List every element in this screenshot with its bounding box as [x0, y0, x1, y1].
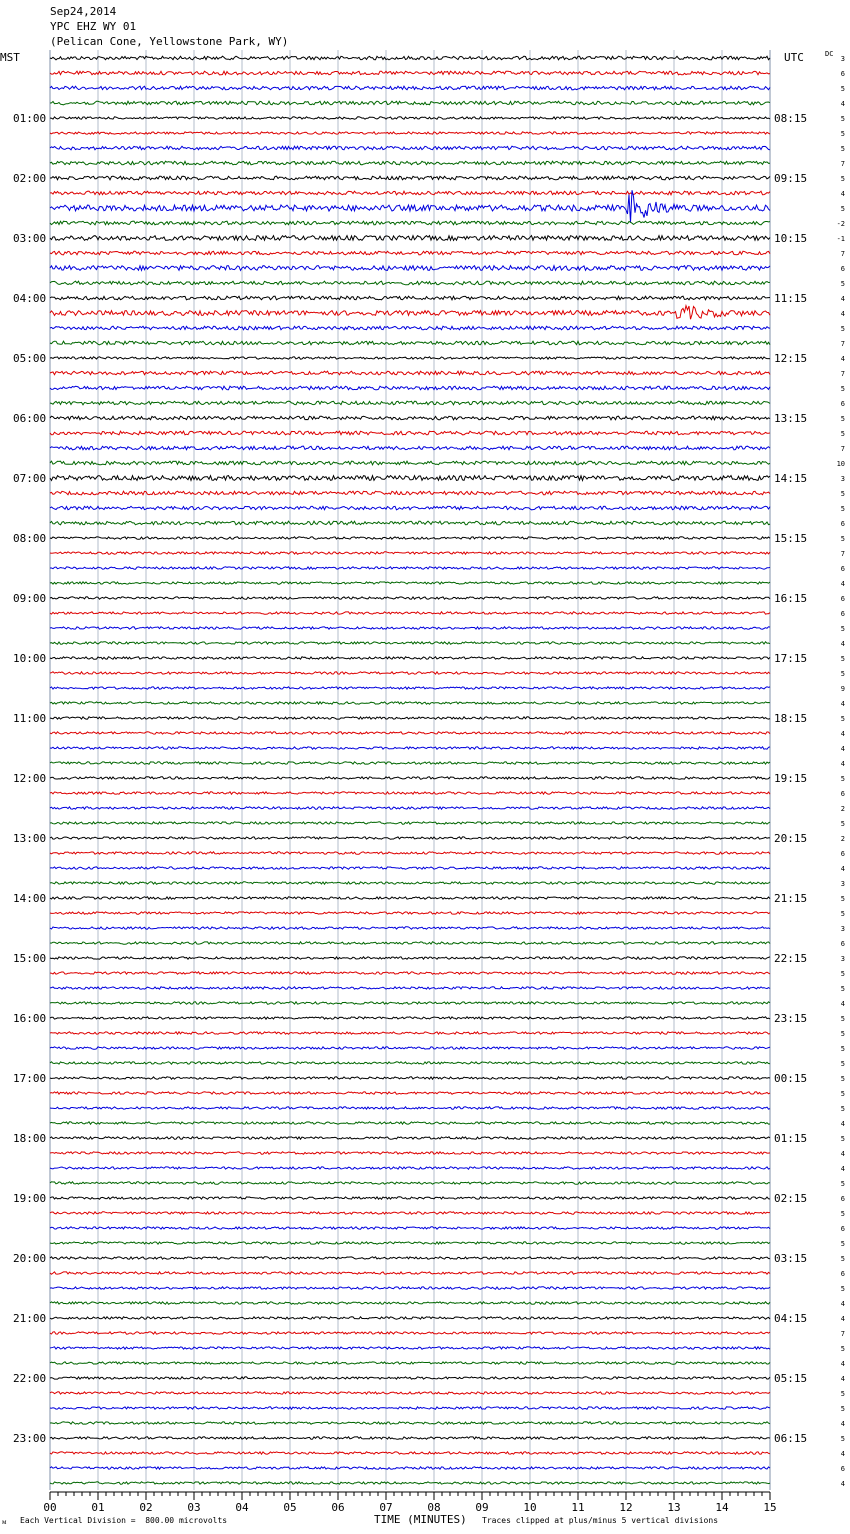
right-hour-label: 02:15	[774, 1192, 808, 1205]
dc-offset-label: 6	[840, 1225, 845, 1233]
x-tick-label: 01	[91, 1501, 105, 1514]
dc-offset-label: 7	[840, 340, 845, 348]
trace-2	[50, 86, 770, 90]
trace-45	[50, 732, 770, 734]
left-hour-label: 12:00	[13, 772, 47, 785]
dc-offset-label: 10	[836, 460, 845, 468]
trace-72	[50, 1137, 770, 1139]
right-hour-label: 19:15	[774, 772, 808, 785]
trace-group	[50, 56, 770, 1484]
trace-38	[50, 627, 770, 629]
trace-94	[50, 1467, 770, 1469]
trace-51	[50, 822, 770, 824]
trace-4	[50, 117, 770, 119]
dc-offset-label: 6	[840, 565, 845, 573]
trace-86	[50, 1347, 770, 1349]
trace-71	[50, 1122, 770, 1124]
trace-33	[50, 552, 770, 554]
trace-54	[50, 867, 770, 869]
dc-offset-label: 5	[840, 415, 845, 423]
x-tick-label: 06	[331, 1501, 345, 1514]
trace-17	[50, 306, 770, 320]
trace-68	[50, 1077, 770, 1079]
dc-offset-label: 5	[840, 1405, 845, 1413]
left-hour-label: 11:00	[13, 712, 47, 725]
dc-offset-label: 5	[840, 325, 845, 333]
trace-28	[50, 476, 770, 481]
dc-offset-label: 5	[840, 1240, 845, 1248]
dc-offset-label: 5	[840, 505, 845, 513]
trace-49	[50, 792, 770, 794]
left-hour-label: 01:00	[13, 112, 47, 125]
dc-offset-label: 3	[840, 475, 845, 483]
trace-43	[50, 702, 770, 704]
dc-offset-labels	[837, 55, 845, 1488]
dc-offset-label: 5	[840, 430, 845, 438]
dc-offset-label: 4	[840, 295, 845, 303]
dc-offset-label: 5	[840, 1060, 845, 1068]
dc-offset-label: 6	[840, 940, 845, 948]
x-tick-label: 02	[139, 1501, 153, 1514]
dc-offset-label: 5	[840, 85, 845, 93]
dc-offset-label: 4	[840, 745, 845, 753]
left-hour-label: 06:00	[13, 412, 47, 425]
trace-15	[50, 281, 770, 285]
right-hour-label: 22:15	[774, 952, 808, 965]
dc-offset-label: 5	[840, 145, 845, 153]
trace-35	[50, 582, 770, 584]
trace-26	[50, 446, 770, 450]
dc-offset-label: 4	[840, 1420, 845, 1428]
trace-36	[50, 597, 770, 599]
trace-8	[50, 176, 770, 180]
trace-78	[50, 1227, 770, 1229]
right-hour-label: 09:15	[774, 172, 808, 185]
trace-75	[50, 1182, 770, 1184]
dc-offset-label: 2	[840, 805, 845, 813]
left-hour-label: 22:00	[13, 1372, 47, 1385]
x-tick-label: 04	[235, 1501, 249, 1514]
x-tick-label: 12	[619, 1501, 633, 1514]
left-hour-label: 02:00	[13, 172, 47, 185]
dc-offset-label: 6	[840, 400, 845, 408]
dc-offset-label: 6	[840, 850, 845, 858]
trace-18	[50, 326, 770, 330]
left-hour-label: 17:00	[13, 1072, 47, 1085]
trace-14	[50, 266, 770, 271]
dc-offset-label: 5	[840, 175, 845, 183]
right-hour-label: 15:15	[774, 532, 808, 545]
dc-offset-label: 2	[840, 835, 845, 843]
trace-32	[50, 537, 770, 539]
dc-offset-label: 6	[840, 1465, 845, 1473]
trace-63	[50, 1002, 770, 1004]
trace-19	[50, 341, 770, 345]
right-hour-label: 12:15	[774, 352, 808, 365]
dc-offset-label: 5	[840, 1255, 845, 1263]
dc-offset-label: 5	[840, 130, 845, 138]
trace-79	[50, 1242, 770, 1244]
trace-77	[50, 1212, 770, 1214]
x-tick-label: 03	[187, 1501, 201, 1514]
x-tick-label: 05	[283, 1501, 297, 1514]
left-hour-label: 20:00	[13, 1252, 47, 1265]
trace-1	[50, 71, 770, 75]
left-hour-label: 21:00	[13, 1312, 47, 1325]
dc-offset-label: 4	[840, 640, 845, 648]
dc-offset-label: 7	[840, 445, 845, 453]
right-timezone-label: UTC	[784, 51, 804, 64]
dc-offset-label: 5	[840, 1105, 845, 1113]
trace-91	[50, 1422, 770, 1424]
dc-offset-label: 4	[840, 580, 845, 588]
dc-offset-label: 5	[840, 775, 845, 783]
x-tick-label: 08	[427, 1501, 441, 1514]
trace-85	[50, 1332, 770, 1334]
header-station: YPC EHZ WY 01	[50, 20, 137, 33]
left-hour-label: 03:00	[13, 232, 47, 245]
dc-offset-label: 5	[840, 205, 845, 213]
dc-offset-label: 5	[840, 280, 845, 288]
trace-10	[50, 190, 770, 222]
trace-11	[50, 221, 770, 225]
left-hour-label: 07:00	[13, 472, 47, 485]
dc-offset-label: 5	[840, 1045, 845, 1053]
right-hour-label: 00:15	[774, 1072, 808, 1085]
trace-0	[50, 56, 770, 60]
dc-offset-label: 5	[840, 820, 845, 828]
dc-offset-label: 5	[840, 1390, 845, 1398]
trace-95	[50, 1482, 770, 1484]
trace-7	[50, 161, 770, 165]
trace-31	[50, 521, 770, 525]
trace-22	[50, 386, 770, 390]
dc-offset-label: 3	[840, 955, 845, 963]
dc-offset-label: 5	[840, 490, 845, 498]
dc-offset-label: 7	[840, 370, 845, 378]
dc-offset-label: 5	[840, 1210, 845, 1218]
dc-offset-label: 5	[840, 910, 845, 918]
x-tick-label: 00	[43, 1501, 57, 1514]
x-tick-label: 10	[523, 1501, 537, 1514]
left-timezone-label: MST	[0, 51, 20, 64]
dc-offset-label: 5	[840, 655, 845, 663]
trace-74	[50, 1167, 770, 1169]
dc-offset-label: 6	[840, 520, 845, 528]
dc-offset-label: 5	[840, 625, 845, 633]
right-hour-label: 06:15	[774, 1432, 808, 1445]
left-hour-labels	[13, 112, 46, 1445]
trace-69	[50, 1092, 770, 1094]
dc-offset-label: 5	[840, 895, 845, 903]
dc-offset-label: 4	[840, 1360, 845, 1368]
dc-offset-label: 5	[840, 1090, 845, 1098]
right-hour-label: 13:15	[774, 412, 808, 425]
trace-59	[50, 942, 770, 944]
dc-offset-label: 5	[840, 385, 845, 393]
dc-offset-label: 3	[840, 55, 845, 63]
left-hour-label: 15:00	[13, 952, 47, 965]
trace-47	[50, 762, 770, 764]
dc-offset-label: 7	[840, 160, 845, 168]
trace-5	[50, 132, 770, 134]
right-hour-label: 11:15	[774, 292, 808, 305]
trace-82	[50, 1287, 770, 1289]
trace-50	[50, 807, 770, 809]
trace-93	[50, 1452, 770, 1454]
left-hour-label: 08:00	[13, 532, 47, 545]
left-hour-label: 13:00	[13, 832, 47, 845]
dc-offset-label: 7	[840, 1330, 845, 1338]
right-hour-label: 21:15	[774, 892, 808, 905]
dc-offset-label: 4	[840, 1000, 845, 1008]
x-tick-label: 09	[475, 1501, 489, 1514]
trace-30	[50, 506, 770, 510]
dc-offset-label: 6	[840, 595, 845, 603]
dc-offset-label: 6	[840, 610, 845, 618]
trace-84	[50, 1317, 770, 1319]
dc-offset-label: 6	[840, 790, 845, 798]
trace-60	[50, 957, 770, 959]
dc-offset-label: 4	[840, 700, 845, 708]
trace-80	[50, 1257, 770, 1259]
left-hour-label: 05:00	[13, 352, 47, 365]
left-hour-label: 14:00	[13, 892, 47, 905]
right-hour-label: 14:15	[774, 472, 808, 485]
dc-header-label: DC	[825, 50, 834, 58]
trace-81	[50, 1272, 770, 1274]
trace-24	[50, 416, 770, 420]
dc-offset-label: 4	[840, 1450, 845, 1458]
right-hour-label: 05:15	[774, 1372, 808, 1385]
dc-offset-label: 4	[840, 355, 845, 363]
trace-3	[50, 101, 770, 105]
dc-offset-label: 5	[840, 1030, 845, 1038]
right-hour-label: 17:15	[774, 652, 808, 665]
dc-offset-label: -2	[836, 220, 845, 228]
trace-73	[50, 1152, 770, 1154]
dc-offset-label: 6	[840, 1195, 845, 1203]
trace-12	[50, 236, 770, 241]
dc-offset-label: 6	[840, 1270, 845, 1278]
trace-6	[50, 146, 770, 150]
right-hour-label: 18:15	[774, 712, 808, 725]
trace-27	[50, 461, 770, 465]
dc-offset-label: 4	[840, 190, 845, 198]
x-axis	[43, 1492, 776, 1514]
right-hour-label: 04:15	[774, 1312, 808, 1325]
dc-offset-label: 5	[840, 535, 845, 543]
trace-67	[50, 1062, 770, 1064]
dc-offset-label: 4	[840, 865, 845, 873]
dc-offset-label: 3	[840, 880, 845, 888]
trace-53	[50, 852, 770, 854]
dc-offset-label: 5	[840, 1435, 845, 1443]
trace-57	[50, 912, 770, 914]
trace-20	[50, 357, 770, 359]
left-hour-label: 09:00	[13, 592, 47, 605]
trace-23	[50, 401, 770, 405]
trace-90	[50, 1407, 770, 1409]
dc-offset-label: -1	[836, 235, 845, 243]
x-tick-label: 14	[715, 1501, 729, 1514]
trace-40	[50, 657, 770, 659]
trace-41	[50, 672, 770, 674]
dc-offset-label: 4	[840, 1150, 845, 1158]
left-hour-label: 23:00	[13, 1432, 47, 1445]
trace-58	[50, 927, 770, 929]
right-hour-label: 23:15	[774, 1012, 808, 1025]
trace-76	[50, 1197, 770, 1199]
dc-offset-label: 4	[840, 310, 845, 318]
dc-offset-label: 5	[840, 1015, 845, 1023]
scale-note: Each Vertical Division = 800.00 microvolts	[20, 1516, 228, 1525]
left-hour-label: 16:00	[13, 1012, 47, 1025]
dc-offset-label: 5	[840, 715, 845, 723]
dc-offset-label: 5	[840, 1180, 845, 1188]
dc-offset-label: 4	[840, 760, 845, 768]
left-hour-label: 10:00	[13, 652, 47, 665]
trace-92	[50, 1437, 770, 1439]
dc-offset-label: 5	[840, 970, 845, 978]
right-hour-label: 10:15	[774, 232, 808, 245]
trace-25	[50, 431, 770, 435]
dc-offset-label: 4	[840, 1120, 845, 1128]
dc-offset-label: 9	[840, 685, 845, 693]
trace-66	[50, 1047, 770, 1049]
trace-70	[50, 1107, 770, 1109]
header-location: (Pelican Cone, Yellowstone Park, WY)	[50, 35, 289, 48]
trace-46	[50, 747, 770, 749]
trace-65	[50, 1032, 770, 1034]
dc-offset-label: 5	[840, 670, 845, 678]
left-hour-label: 18:00	[13, 1132, 47, 1145]
dc-offset-label: 5	[840, 115, 845, 123]
dc-offset-label: 4	[840, 1300, 845, 1308]
dc-offset-label: 6	[840, 265, 845, 273]
dc-offset-label: 4	[840, 1375, 845, 1383]
trace-62	[50, 987, 770, 989]
dc-offset-label: 3	[840, 925, 845, 933]
dc-offset-label: 7	[840, 550, 845, 558]
trace-48	[50, 777, 770, 779]
dc-offset-label: 5	[840, 1345, 845, 1353]
dc-offset-label: 5	[840, 985, 845, 993]
dc-offset-label: 5	[840, 1285, 845, 1293]
dc-offset-label: 7	[840, 250, 845, 258]
trace-61	[50, 972, 770, 974]
dc-offset-label: 5	[840, 1075, 845, 1083]
trace-16	[50, 296, 770, 300]
trace-89	[50, 1392, 770, 1394]
trace-29	[50, 491, 770, 495]
dc-offset-label: 4	[840, 1315, 845, 1323]
trace-9	[50, 191, 770, 195]
trace-37	[50, 612, 770, 614]
right-hour-label: 03:15	[774, 1252, 808, 1265]
trace-42	[50, 687, 770, 689]
clip-note: Traces clipped at plus/minus 5 vertical divisions	[482, 1516, 719, 1525]
trace-39	[50, 642, 770, 644]
trace-34	[50, 567, 770, 569]
x-axis-label: TIME (MINUTES)	[374, 1513, 467, 1526]
footer-mark: ᴍ	[2, 1518, 7, 1526]
dc-offset-label: 6	[840, 70, 845, 78]
trace-21	[50, 371, 770, 375]
dc-offset-label: 4	[840, 1480, 845, 1488]
trace-87	[50, 1362, 770, 1364]
trace-83	[50, 1302, 770, 1304]
trace-52	[50, 837, 770, 839]
x-tick-label: 11	[571, 1501, 585, 1514]
trace-55	[50, 882, 770, 884]
x-tick-label: 07	[379, 1501, 393, 1514]
dc-offset-label: 5	[840, 1135, 845, 1143]
dc-offset-label: 4	[840, 1165, 845, 1173]
trace-64	[50, 1017, 770, 1019]
trace-44	[50, 717, 770, 719]
left-hour-label: 19:00	[13, 1192, 47, 1205]
dc-offset-label: 4	[840, 730, 845, 738]
header-date: Sep24,2014	[50, 5, 117, 18]
right-hour-labels	[774, 112, 807, 1445]
x-tick-label: 13	[667, 1501, 681, 1514]
dc-offset-label: 4	[840, 100, 845, 108]
left-hour-label: 04:00	[13, 292, 47, 305]
right-hour-label: 01:15	[774, 1132, 808, 1145]
x-tick-label: 15	[763, 1501, 777, 1514]
trace-56	[50, 897, 770, 899]
right-hour-label: 08:15	[774, 112, 808, 125]
right-hour-label: 16:15	[774, 592, 808, 605]
right-hour-label: 20:15	[774, 832, 808, 845]
trace-88	[50, 1377, 770, 1379]
trace-13	[50, 251, 770, 255]
